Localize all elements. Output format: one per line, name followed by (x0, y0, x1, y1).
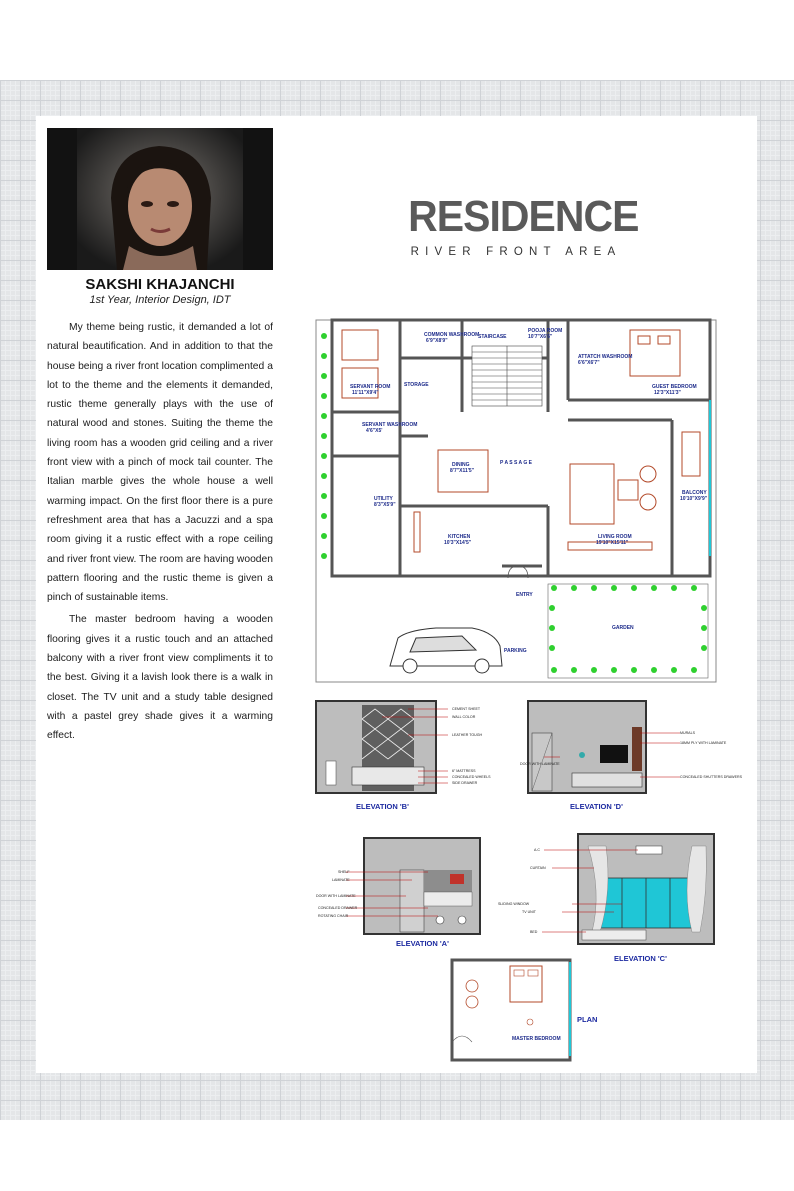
note-b-0: CEMENT SHEET (452, 707, 481, 711)
note-d-2: DOOR WITH LAMINATE (520, 762, 560, 766)
label-passage: P A S S A G E (500, 460, 532, 466)
label-parking: PARKING (504, 648, 527, 654)
author-role: 1st Year, Interior Design, IDT (89, 294, 231, 306)
project-title: RESIDENCE (408, 192, 639, 241)
label-kitchen-dim: 10'3"X14'5" (444, 540, 472, 546)
note-a-2: DOOR WITH LAMINATE (316, 894, 356, 898)
note-a-0: SHELF (338, 870, 350, 874)
caption-elevation-d: ELEVATION 'D' (570, 802, 623, 811)
label-storage: STORAGE (404, 382, 429, 388)
label-balcony-dim: 10'10"X9'9" (680, 496, 708, 502)
note-c-4: BED (530, 930, 538, 934)
note-d-0: MURALS (680, 731, 695, 735)
label-common-washroom-dim: 6'9"X8'9" (426, 338, 448, 344)
note-b-4: CONCEALED WHEELS (452, 775, 491, 779)
label-servant-washroom-dim: 4'6"X5' (366, 428, 383, 434)
label-utility-dim: 8'3"X5'9" (374, 502, 396, 508)
note-a-3: CONCEALED DRAWER (318, 906, 358, 910)
label-guest-bedroom-dim: 12'3"X11'3" (654, 390, 681, 396)
caption-elevation-b: ELEVATION 'B' (356, 802, 409, 811)
label-attached-washroom: ATTATCH WASHROOM (578, 354, 633, 360)
author-portrait (47, 128, 273, 270)
project-description (47, 318, 273, 749)
label-pooja-room-dim: 10'7"X6'6" (528, 334, 553, 340)
note-a-4: ROTATING CHAIR (318, 914, 349, 918)
label-balcony: BALCONY (682, 490, 707, 496)
label-utility: UTILITY (374, 496, 393, 502)
label-entry: ENTRY (516, 592, 533, 598)
label-kitchen: KITCHEN (448, 534, 471, 540)
caption-plan: PLAN (577, 1015, 598, 1024)
label-guest-bedroom: GUEST BEDROOM (652, 384, 697, 390)
note-c-2: SLIDING WINDOW (498, 902, 530, 906)
note-c-1: CURTAIN (530, 866, 546, 870)
note-a-1: LAMINATE (332, 878, 350, 882)
note-d-1: 18MM PLY WITH LAMINATE (680, 741, 727, 745)
note-b-5: SIDE DRAWER (452, 781, 478, 785)
note-c-3: TV UNIT (522, 910, 536, 914)
label-servant-room-dim: 11'11"X9'4" (352, 390, 379, 396)
note-c-0: A.C (534, 848, 540, 852)
note-d-3: CONCEALED SHUTTERS DRAWERS (680, 775, 742, 779)
label-living-room: LIVING ROOM (598, 534, 632, 540)
label-staircase: STAIRCASE (478, 334, 507, 340)
label-servant-washroom: SERVANT WASHROOM (362, 422, 418, 428)
label-common-washroom: COMMON WASHROOM (424, 332, 480, 338)
label-living-room-dim: 19'10"X15'11" (596, 540, 629, 546)
label-dining-dim: 8'7"X11'5" (450, 468, 475, 474)
label-garden: GARDEN (612, 625, 634, 631)
label-master-bedroom: MASTER BEDROOM (512, 1036, 561, 1042)
label-servant-room: SERVANT ROOM (350, 384, 391, 390)
caption-elevation-c: ELEVATION 'C' (614, 954, 667, 963)
elevation-a (316, 834, 516, 952)
elevation-c (498, 832, 722, 966)
note-b-3: 6" MATTRESS (452, 769, 476, 773)
floor-plan (312, 316, 720, 686)
tree-row-left (321, 333, 327, 559)
description-paragraph-1: My theme being rustic, it demanded a lot of natural beautification. And in addition to that the house being a river front location complimented a lot to the theme and the elements it demanded, rustic theme generally plays with the use of natural wood and stones. Suiting the theme the living room has a wooden grid ceiling and a river front view with a pinch of mock tail counter. The Italian marble gives the whole house a well warming impact. On the first floor there is a pure refreshment area that has a Jacuzzi and a spa room giving it a rustic effect with a rope ceiling and river front view. The room are having wooden pattern flooring and the rustic theme is given a pinch of sustainable items. (47, 322, 273, 604)
elevation-d (520, 697, 742, 819)
label-attached-washroom-dim: 6'6"X6'7" (578, 360, 600, 366)
caption-elevation-a: ELEVATION 'A' (396, 939, 449, 948)
author-name: SAKSHI KHAJANCHI (85, 276, 235, 293)
note-b-1: WALL COLOR (452, 715, 476, 719)
car-icon (390, 628, 502, 673)
elevation-b (312, 697, 512, 819)
description-paragraph-2: The master bedroom having a wooden flooring gives it a rustic touch and an attached balcony with a river front view compliments it to the best. Giving it a lavish look there is a walk in closet. The TV unit and a study table designed with a pastel grey shade gives it a warming effect. (47, 614, 273, 742)
master-bedroom-plan (432, 956, 612, 1066)
staircase-steps (472, 346, 542, 406)
garden-area (548, 584, 708, 678)
label-dining: DINING (452, 462, 470, 468)
label-pooja-room: POOJA ROOM (528, 328, 563, 334)
note-b-2: LEATHER TOUGH (452, 733, 483, 737)
project-subtitle: RIVER FRONT AREA (410, 246, 622, 258)
